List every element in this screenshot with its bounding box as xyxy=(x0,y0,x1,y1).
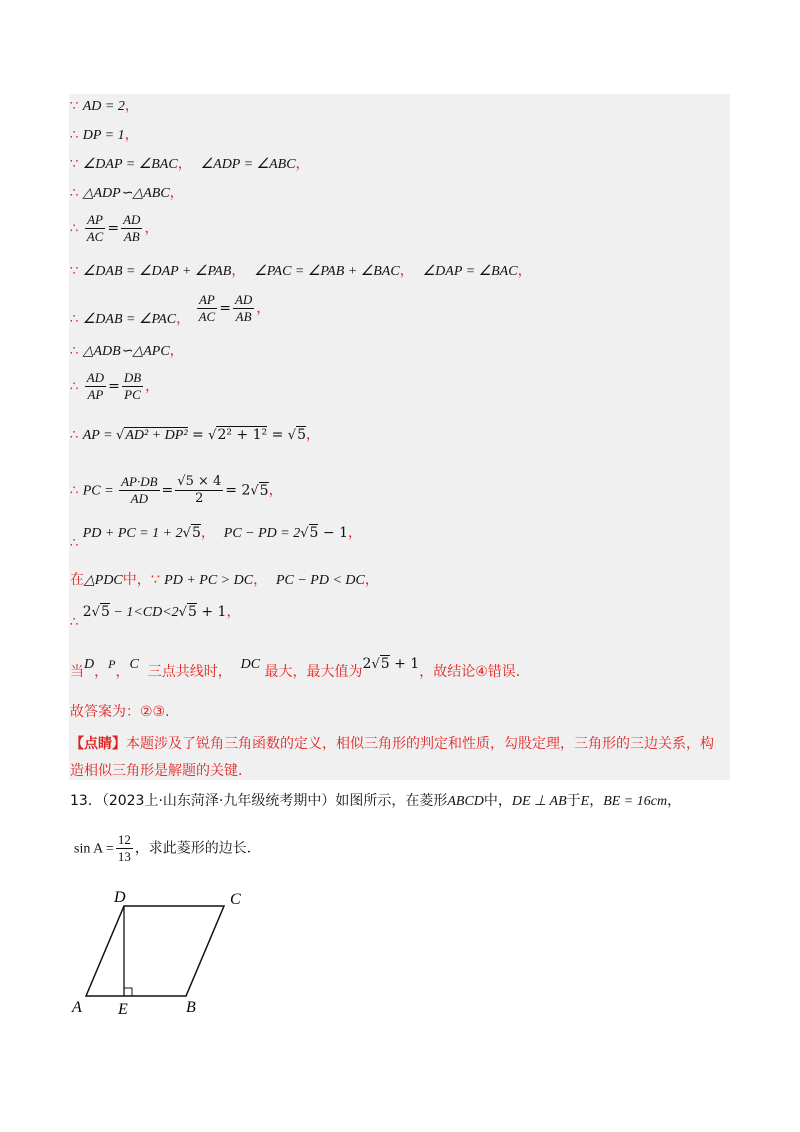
label-e: E xyxy=(118,1001,128,1018)
solution-line-15: 当D，P，C 三点共线时， DC 最大，最大值为2√5 + 1，故结论④错误． xyxy=(70,656,530,680)
label-a: A xyxy=(72,999,82,1016)
solution-line-5: ∴ $\frac{AP}{AC}$ = $\frac{AD}{AB}$ ， xyxy=(70,212,159,244)
solution-line-2: ∴ DP = 1， xyxy=(70,127,139,143)
solution-line-8: ∴ △ADB∽△APC， xyxy=(70,343,184,359)
therefore-symbol: ∴ xyxy=(70,615,79,630)
answer-line: 故答案为：②③． xyxy=(70,704,180,720)
solution-line-1: ∵ AD = 2， xyxy=(70,98,139,114)
math-expr: ∠DAP = ∠BAC xyxy=(82,157,178,172)
math-expr: AD = 2 xyxy=(82,99,125,114)
remark-line-2: 造相似三角形是解题的关键． xyxy=(70,763,252,779)
therefore-symbol: ∴ xyxy=(70,379,79,395)
fraction: $\frac{AP}{AC}$ xyxy=(86,212,104,244)
math-expr: ∠DAB = ∠PAC xyxy=(82,311,177,327)
problem-13-line-2: sin A = $\frac{12}{13}$ ，求此菱形的边长． xyxy=(74,832,261,864)
solution-line-14: ∴ 2√5 − 1<CD<2√5 + 1， xyxy=(70,604,241,630)
label-b: B xyxy=(186,999,196,1016)
therefore-symbol: ∴ xyxy=(70,186,79,201)
label-c: C xyxy=(230,891,241,908)
solution-line-3: ∵ ∠DAP = ∠BAC， ∠ADP = ∠ABC， xyxy=(70,156,310,172)
fraction: $\frac{AP}{AC}$ xyxy=(198,292,216,324)
therefore-symbol: ∴ xyxy=(70,536,79,551)
because-symbol: ∵ xyxy=(70,157,79,172)
math-expr: △ADP∽△ABC xyxy=(82,186,170,201)
sqrt-radicand: 2² + 1² xyxy=(217,427,268,443)
therefore-symbol: ∴ xyxy=(70,483,79,499)
therefore-symbol: ∴ xyxy=(70,344,79,359)
math-expr: ∠ADP = ∠ABC xyxy=(200,157,296,172)
right-angle-mark xyxy=(124,988,132,996)
therefore-symbol: ∴ xyxy=(70,128,79,143)
math-expr: ∠DAP = ∠BAC xyxy=(422,264,518,279)
solution-line-13: 在△PDC中，∵ PD + PC > DC， PC − PD < DC， xyxy=(70,572,379,588)
therefore-symbol: ∴ xyxy=(70,311,79,327)
solution-line-12: ∴ PD + PC = 1 + 2√5， PC − PD = 2√5 − 1， xyxy=(70,525,362,551)
therefore-symbol: ∴ xyxy=(70,221,79,237)
because-symbol: ∵ xyxy=(70,264,79,279)
solution-line-6: ∵ ∠DAB = ∠DAP + ∠PAB， ∠PAC = ∠PAB + ∠BAC， ∠DAP = ∠BAC， xyxy=(70,263,532,279)
solution-line-4: ∴ △ADP∽△ABC， xyxy=(70,185,184,201)
math-expr: ∠DAB = ∠DAP + ∠PAB xyxy=(82,264,232,279)
label-d: D xyxy=(114,889,126,906)
sqrt-radicand: 5 xyxy=(259,482,269,499)
therefore-symbol: ∴ xyxy=(70,428,79,443)
rhombus-figure xyxy=(60,880,260,1020)
fraction: $\frac{AD}{AP}$ xyxy=(86,370,105,402)
remark-line: 【点睛】本题涉及了锐角三角函数的定义，相似三角形的判定和性质，勾股定理，三角形的三边关系，构 xyxy=(70,736,714,752)
because-symbol: ∵ xyxy=(70,99,79,114)
fraction: $\frac{AD}{AB}$ xyxy=(123,212,141,244)
math-expr: △ADB∽△APC xyxy=(82,344,170,359)
remark-tag: 【点睛】 xyxy=(70,736,126,752)
fraction: $\frac{DB}{PC}$ xyxy=(123,370,142,402)
fraction: $\frac{12}{13}$ xyxy=(117,832,131,864)
solution-line-11: ∴ PC = $\frac{AP\cdot DB}{AD}$ = $\frac{√5 \times 4}{2}$ = 2√5， xyxy=(70,474,283,506)
fraction: $\frac{AD}{AB}$ xyxy=(234,292,253,324)
sqrt-radicand: AD² + DP² xyxy=(125,428,188,443)
math-expr: ∠PAC = ∠PAB + ∠BAC xyxy=(254,264,400,279)
problem-13-line-1: 13．（2023上·山东菏泽·九年级统考期中）如图所示，在菱形ABCD中，DE ⊥ AB于E，BE = 16cm， xyxy=(70,793,682,809)
problem-number: 13． xyxy=(70,793,102,809)
rhombus-outline xyxy=(86,906,224,996)
solution-line-7: ∴ ∠DAB = ∠PAC， $\frac{AP}{AC}$ = $\frac{AD}{AB}$ ， xyxy=(70,292,271,327)
math-expr: DP = 1 xyxy=(82,128,125,143)
solution-line-9: ∴ $\frac{AD}{AP}$ = $\frac{DB}{PC}$ ， xyxy=(70,370,160,402)
solution-line-10: ∴ AP = √AD² + DP² = √2² + 1² = √5， xyxy=(70,427,320,443)
sqrt-radicand: 5 xyxy=(297,427,306,443)
fraction: $\frac{AP\cdot DB}{AD}$ xyxy=(121,474,158,506)
fraction: $\frac{√5 \times 4}{2}$ xyxy=(177,474,222,506)
